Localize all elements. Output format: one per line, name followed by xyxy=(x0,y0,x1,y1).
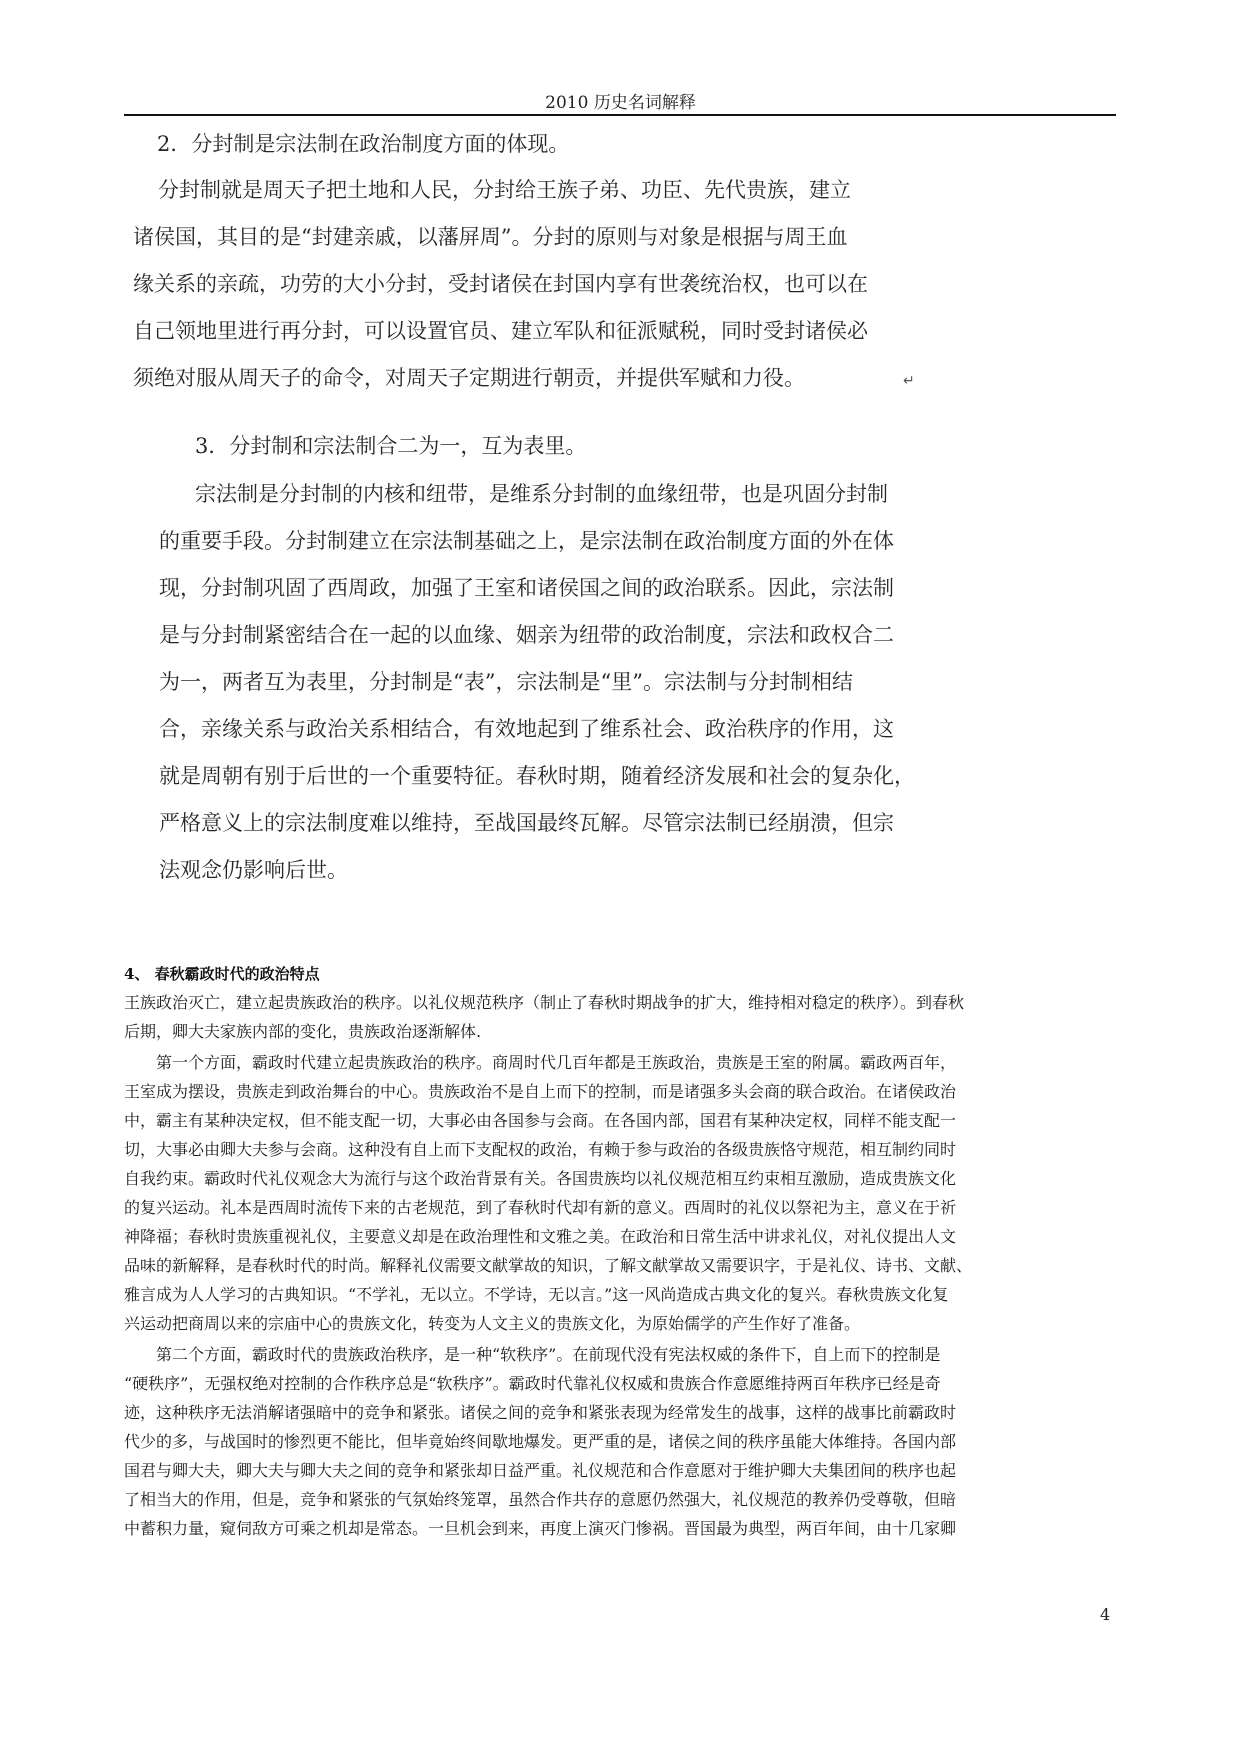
para3-line: 为一，两者互为表里，分封制是“表”，宗法制是“里”。宗法制与分封制相结 xyxy=(159,670,853,694)
body-line: 兴运动把商周以来的宗庙中心的贵族文化，转变为人文主义的贵族文化，为原始儒学的产生作好了准备。 xyxy=(124,1314,861,1333)
body-line: 自我约束。霸政时代礼仪观念大为流行与这个政治背景有关。各国贵族均以礼仪规范相互约束相互激励，造成贵族文化 xyxy=(124,1169,957,1188)
para3-line: 合，亲缘关系与政治关系相结合，有效地起到了维系社会、政治秩序的作用，这 xyxy=(159,717,894,741)
body-line: 中，霸主有某种决定权，但不能支配一切，大事必由各国参与会商。在各国内部，国君有某种决定权，同样不能支配一 xyxy=(124,1111,957,1130)
body-line: 中蓄积力量，窥伺敌方可乘之机却是常态。一旦机会到来，再度上演灭门惨祸。晋国最为典型，两百年间，由十几家卿 xyxy=(124,1519,957,1538)
body-line: 后期，卿大夫家族内部的变化，贵族政治逐渐解体. xyxy=(124,1022,482,1041)
section-2-heading: 2．分封制是宗法制在政治制度方面的体现。 xyxy=(157,132,570,156)
body-line: 第一个方面，霸政时代建立起贵族政治的秩序。商周时代几百年都是王族政治，贵族是王室的附属。霸政两百年， xyxy=(124,1053,957,1072)
para3-line: 现，分封制巩固了西周政，加强了王室和诸侯国之间的政治联系。因此，宗法制 xyxy=(159,576,894,600)
page-number: 4 xyxy=(1100,1605,1111,1624)
body-line: 王室成为摆设，贵族走到政治舞台的中心。贵族政治不是自上而下的控制，而是诸强多头会商的联合政治。在诸侯政治 xyxy=(124,1082,957,1101)
para2-line: 缘关系的亲疏，功劳的大小分封，受封诸侯在封国内享有世袭统治权，也可以在 xyxy=(133,272,868,296)
para3-line: 就是周朝有别于后世的一个重要特征。春秋时期，随着经济发展和社会的复杂化， xyxy=(159,764,915,788)
para2-line: 分封制就是周天子把土地和人民，分封给王族子弟、功臣、先代贵族，建立 xyxy=(158,178,851,202)
para2-line: 须绝对服从周天子的命令，对周天子定期进行朝贡，并提供军赋和力役。 xyxy=(133,366,805,390)
para3-line: 的重要手段。分封制建立在宗法制基础之上，是宗法制在政治制度方面的外在体 xyxy=(159,529,894,553)
body-line: 神降福；春秋时贵族重视礼仪，主要意义却是在政治理性和文雅之美。在政治和日常生活中讲求礼仪，对礼仪提出人文 xyxy=(124,1227,957,1246)
body-line: 王族政治灭亡，建立起贵族政治的秩序。以礼仪规范秩序（制止了春秋时期战争的扩大，维持相对稳定的秩序）。到春秋 xyxy=(124,993,965,1012)
body-line: 第二个方面，霸政时代的贵族政治秩序，是一种“软秩序”。在前现代没有宪法权威的条件下，自上而下的控制是 xyxy=(124,1345,941,1364)
para3-line: 严格意义上的宗法制度难以维持，至战国最终瓦解。尽管宗法制已经崩溃，但宗 xyxy=(159,811,894,835)
body-line: 雅言成为人人学习的古典知识。“不学礼，无以立。不学诗，无以言。”这一风尚造成古典文化的复兴。春秋贵族文化复 xyxy=(124,1285,949,1304)
body-line: 品味的新解释，是春秋时代的时尚。解释礼仪需要文献掌故的知识，了解文献掌故又需要识字，于是礼仪、诗书、文献、 xyxy=(124,1256,973,1275)
body-line: “硬秩序”，无强权绝对控制的合作秩序总是“软秩序”。霸政时代靠礼仪权威和贵族合作意愿维持两百年秩序已经是奇 xyxy=(124,1374,941,1393)
para3-line: 宗法制是分封制的内核和纽带，是维系分封制的血缘纽带，也是巩固分封制 xyxy=(195,482,888,506)
body-line: 迹，这种秩序无法消解诸强暗中的竞争和紧张。诸侯之间的竞争和紧张表现为经常发生的战事，这样的战事比前霸政时 xyxy=(124,1403,957,1422)
para3-line: 是与分封制紧密结合在一起的以血缘、姻亲为纽带的政治制度，宗法和政权合二 xyxy=(159,623,894,647)
body-line: 了相当大的作用，但是，竞争和紧张的气氛始终笼罩，虽然合作共存的意愿仍然强大，礼仪规范的教养仍受尊敬，但暗 xyxy=(124,1490,957,1509)
para3-line: 法观念仍影响后世。 xyxy=(159,858,348,882)
header-rule xyxy=(124,114,1116,116)
body-line: 的复兴运动。礼本是西周时流传下来的古老规范，到了春秋时代却有新的意义。西周时的礼仪以祭祀为主，意义在于祈 xyxy=(124,1198,957,1217)
return-mark-icon: ↵ xyxy=(903,373,915,389)
body-line: 切，大事必由卿大夫参与会商。这种没有自上而下支配权的政治，有赖于参与政治的各级贵族恪守规范，相互制约同时 xyxy=(124,1140,957,1159)
para2-line: 自己领地里进行再分封，可以设置官员、建立军队和征派赋税，同时受封诸侯必 xyxy=(133,319,868,343)
body-line: 国君与卿大夫，卿大夫与卿大夫之间的竞争和紧张却日益严重。礼仪规范和合作意愿对于维护卿大夫集团间的秩序也起 xyxy=(124,1461,957,1480)
section-3-heading: 3．分封制和宗法制合二为一，互为表里。 xyxy=(195,434,587,458)
body-line: 代少的多，与战国时的惨烈更不能比，但毕竟始终间歇地爆发。更严重的是，诸侯之间的秩序虽能大体维持。各国内部 xyxy=(124,1432,957,1451)
para2-line: 诸侯国，其目的是“封建亲戚，以藩屏周”。分封的原则与对象是根据与周王血 xyxy=(133,225,848,249)
section-4-heading: 4、 春秋霸政时代的政治特点 xyxy=(124,965,320,983)
page-header-title: 2010 历史名词解释 xyxy=(545,93,696,113)
